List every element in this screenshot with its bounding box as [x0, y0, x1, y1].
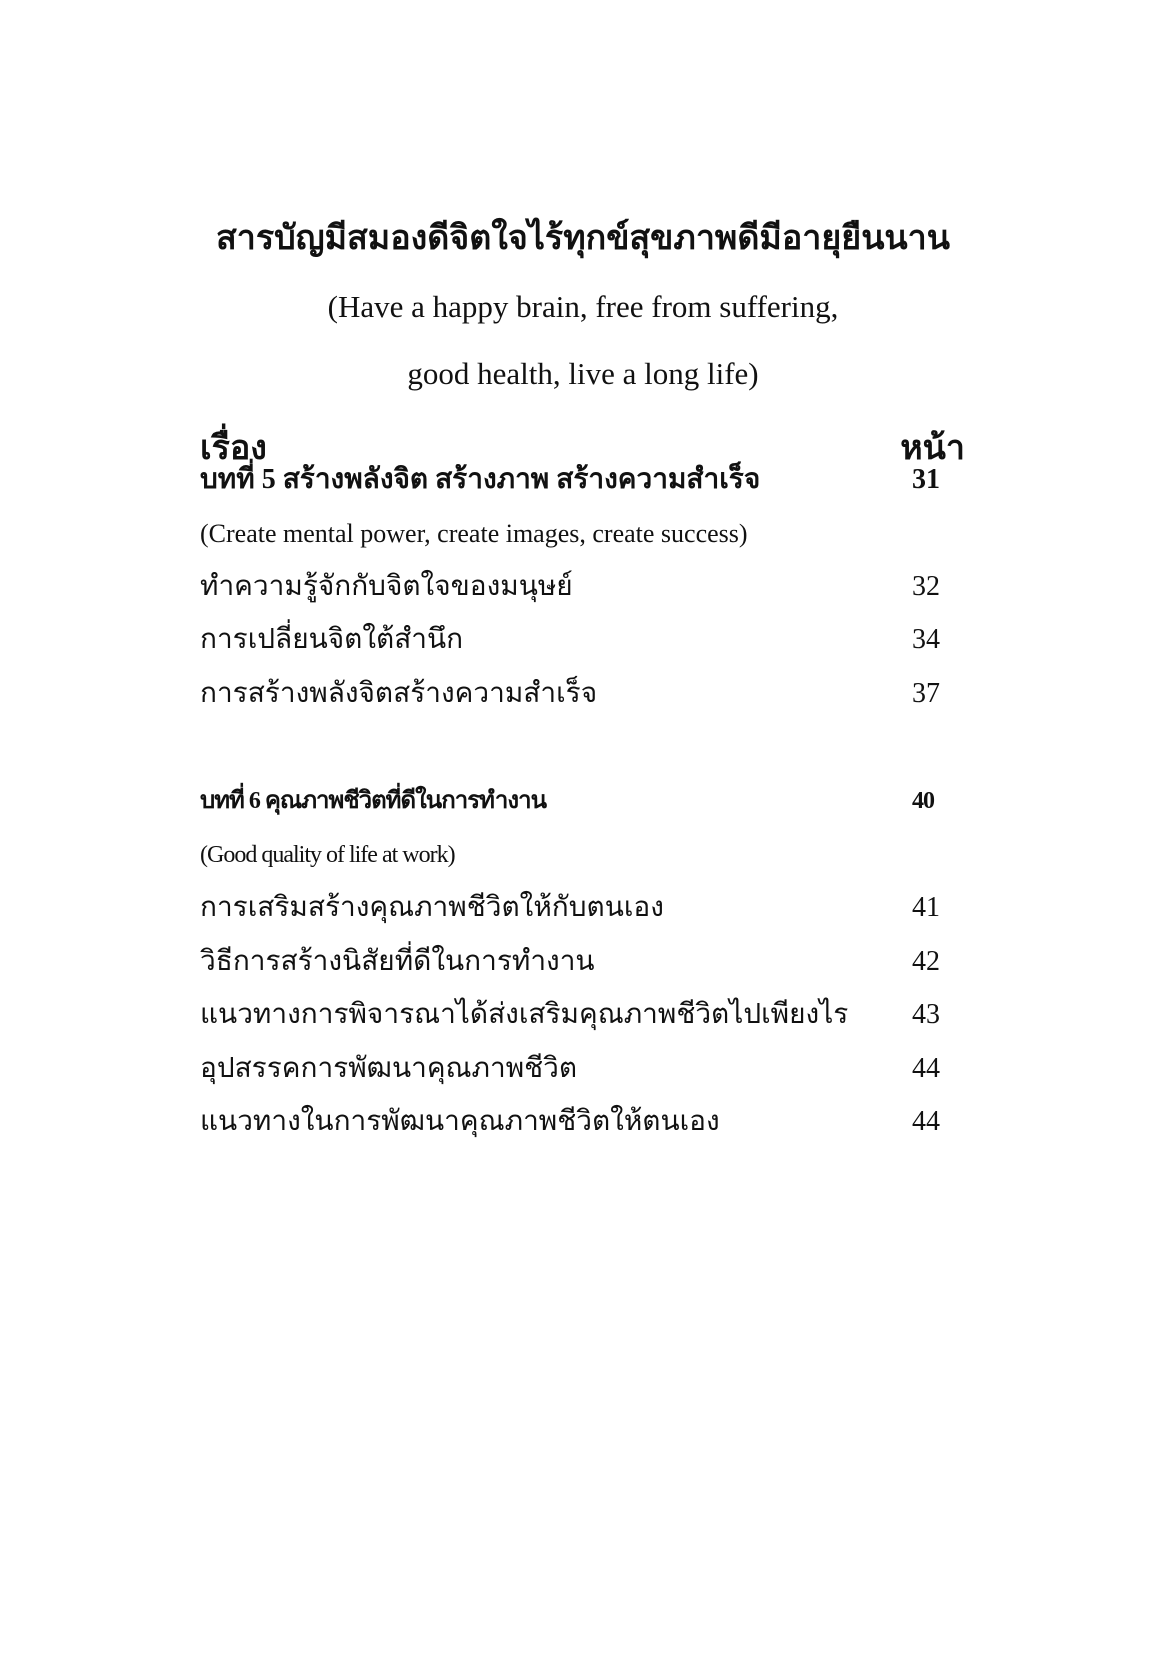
subtitle-line-2: good health, live a long life) — [407, 356, 759, 391]
chapter-6-english-text: (Good quality of life at work) — [200, 842, 455, 868]
toc-item-page: 32 — [912, 571, 940, 602]
chapter-5-english-text: (Create mental power, create images, create success) — [200, 519, 748, 548]
chapter-6-page: 40 — [912, 788, 934, 814]
toc-item-label: อุปสรรคการพัฒนาคุณภาพชีวิต — [200, 1053, 578, 1084]
toc-item-label: การสร้างพลังจิตสร้างความสำเร็จ — [200, 678, 598, 709]
toc-item-label: ทำความรู้จักกับจิตใจของมนุษย์ — [200, 571, 573, 602]
toc-item-label: วิธีการสร้างนิสัยที่ดีในการทำงาน — [200, 946, 595, 977]
toc-item-label: แนวทางการพิจารณาได้ส่งเสริมคุณภาพชีวิตไปเพียงไร — [200, 999, 849, 1030]
chapter-5-page: 31 — [912, 464, 940, 495]
toc-item-page: 44 — [912, 1106, 940, 1137]
toc-item-page: 41 — [912, 892, 940, 923]
toc-item-label: การเปลี่ยนจิตใต้สำนึก — [200, 624, 464, 655]
subtitle-line-1: (Have a happy brain, free from suffering, — [327, 289, 839, 324]
toc-item-label: แนวทางในการพัฒนาคุณภาพชีวิตให้ตนเอง — [200, 1106, 720, 1137]
toc-item-page: 37 — [912, 678, 940, 709]
toc-item-page: 44 — [912, 1053, 940, 1084]
toc-item-label: การเสริมสร้างคุณภาพชีวิตให้กับตนเอง — [200, 892, 664, 923]
toc-header-page: หน้า — [900, 430, 965, 467]
toc-item-page: 42 — [912, 946, 940, 977]
toc-item-page: 34 — [912, 624, 940, 655]
toc-item-page: 43 — [912, 999, 940, 1030]
chapter-5-title: บทที่ 5 สร้างพลังจิต สร้างภาพ สร้างความสำเร็จ — [200, 464, 761, 495]
chapter-6-title: บทที่ 6 คุณภาพชีวิตที่ดีในการทำงาน — [200, 788, 546, 814]
page-title: สารบัญมีสมองดีจิตใจไร้ทุกข์สุขภาพดีมีอายุยืนนาน — [215, 220, 951, 257]
toc-header-topic: เรื่อง — [200, 430, 267, 467]
